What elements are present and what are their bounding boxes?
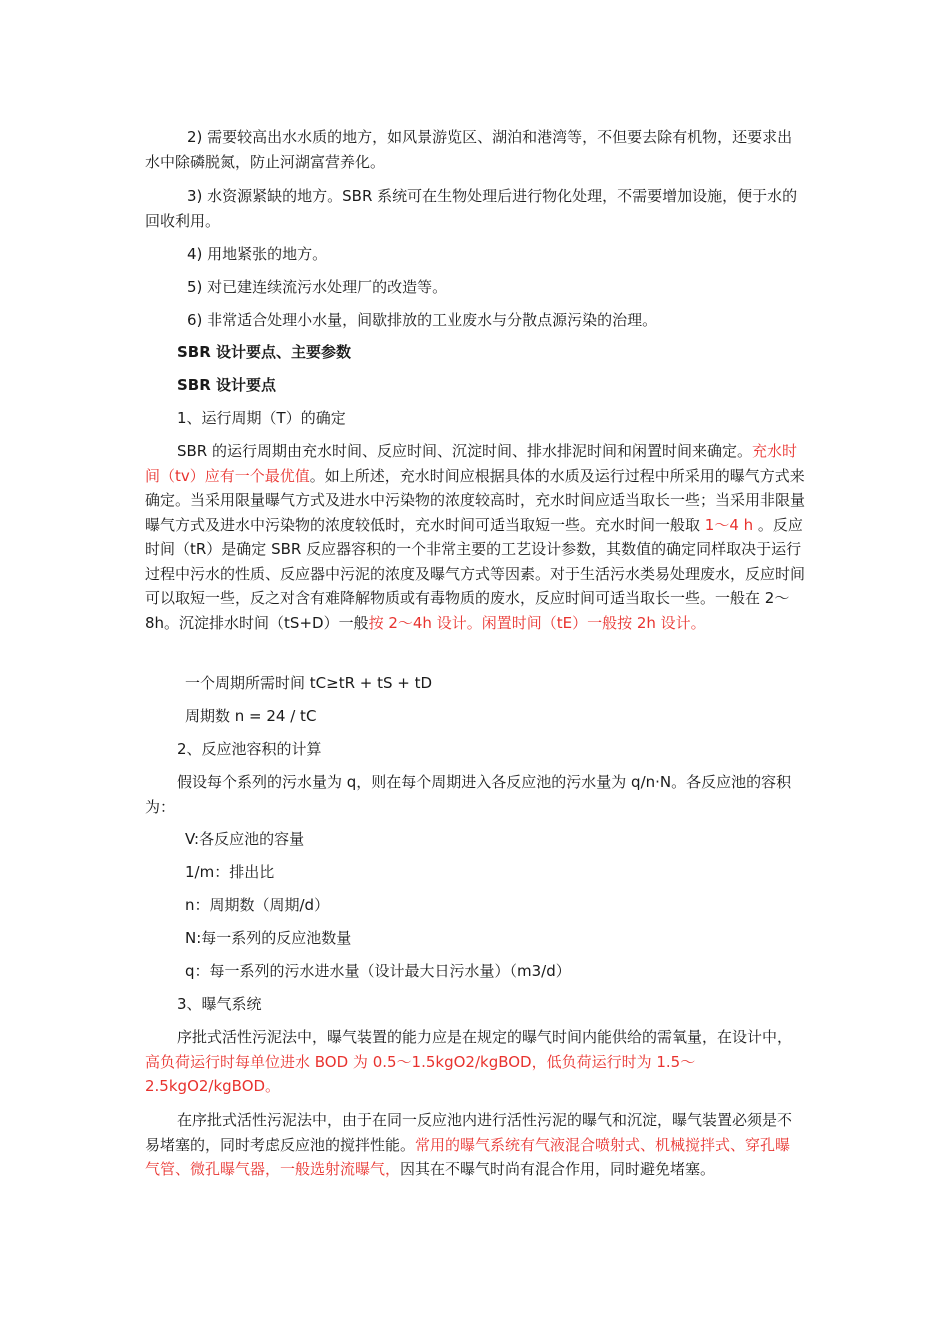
paragraph-aeration-oxygen (145, 1025, 805, 1099)
highlight-run: 1～4 h (704, 515, 754, 534)
section-heading-main: SBR 设计要点、主要参数 (177, 343, 352, 361)
definition-item: N:每一系列的反应池数量 (185, 929, 352, 947)
text-run: 因其在不曝气时尚有混合作用，同时避免堵塞。 (400, 1160, 716, 1178)
subsection-title-aeration: 3、曝气系统 (177, 995, 262, 1013)
highlight-run: 常用的曝气系统有气液混合喷射式、机械搅拌式、穿孔曝气管、微孔曝气器，一般选射流曝气， (145, 1135, 791, 1178)
definition-item: V:各反应池的容量 (185, 830, 305, 848)
text-run: 。如上所述，充水时间应根据具体的水质及运行过程中所采用的曝气方式来确定。当采用限量曝气方式及进水中污染物的浓度较高时，充水时间应适当取长一些；当采用非限量曝气方式及进水中污染物的浓度较低时，充水时间可适当取短一些。充水时间一般取 (145, 466, 806, 534)
highlight-run: 高负荷运行时每单位进水 BOD 为 0.5～1.5kgO2/kgBOD，低负荷运行时为 1.5～2.5kgO2/kgBOD。 (145, 1052, 696, 1095)
paragraph-item-6: 6) 非常适合处理小水量，间歇排放的工业废水与分散点源污染的治理。 (187, 311, 658, 329)
paragraph-item-5: 5) 对已建连续流污水处理厂的改造等。 (187, 278, 448, 296)
paragraph-item-3: 3) 水资源紧缺的地方。SBR 系统可在生物处理后进行物化处理，不需要增加设施，便于水的回收利用。 (145, 187, 798, 230)
paragraph-item-4: 4) 用地紧张的地方。 (187, 245, 328, 263)
paragraph-cycle-details (145, 439, 805, 635)
subsection-title-cycle: 1、运行周期（T）的确定 (177, 409, 346, 427)
section-heading-sub: SBR 设计要点 (177, 376, 277, 394)
definition-item: q：每一系列的污水进水量（设计最大日污水量）（m3/d） (185, 962, 571, 980)
highlight-run: 充水时间（tv）应有一个最优值 (145, 442, 798, 485)
text-run: 序批式活性污泥法中，曝气装置的能力应是在规定的曝气时间内能供给的需氧量，在设计中， (177, 1028, 793, 1046)
text-run: 。反应时间（tR）是确定 SBR 反应器容积的一个非常主要的工艺设计参数，其数值的确定同样取决于运行过程中污水的性质、反应器中污泥的浓度及曝气方式等因素。对于生活污水类易处理废水，反应时间可以取短一些，反之对含有难降解物质或有毒物质的废水，反应时间可适当取长一些。一般在 2～8h。沉淀排水时间（tS+D）一般 (145, 515, 806, 632)
paragraph-item-2: 2) 需要较高出水水质的地方，如风景游览区、湖泊和港湾等，不但要去除有机物，还要求出水中除磷脱氮，防止河湖富营养化。 (145, 128, 793, 171)
text-run: 在序批式活性污泥法中，由于在同一反应池内进行活性污泥的曝气和沉淀，曝气装置必须是不易堵塞的，同时考虑反应池的搅拌性能。 (145, 1111, 793, 1154)
text-run: SBR 的运行周期由充水时间、反应时间、沉淀时间、排水排泥时间和闲置时间来确定。 (177, 442, 753, 460)
definition-item: n：周期数（周期/d） (185, 896, 330, 914)
paragraph-aeration-equipment (145, 1108, 805, 1182)
formula-cycle-count: 周期数 n = 24 / tC (185, 707, 317, 725)
formula-cycle-time: 一个周期所需时间 tC≥tR + tS + tD (185, 674, 433, 692)
definition-item: 1/m：排出比 (185, 863, 275, 881)
paragraph-volume: 假设每个系列的污水量为 q，则在每个周期进入各反应池的污水量为 q/n·N。各反应池的容积为： (145, 773, 792, 816)
subsection-title-volume: 2、反应池容积的计算 (177, 740, 322, 758)
highlight-run: 按 2～4h 设计。闲置时间（tE）一般按 2h 设计。 (368, 613, 706, 632)
